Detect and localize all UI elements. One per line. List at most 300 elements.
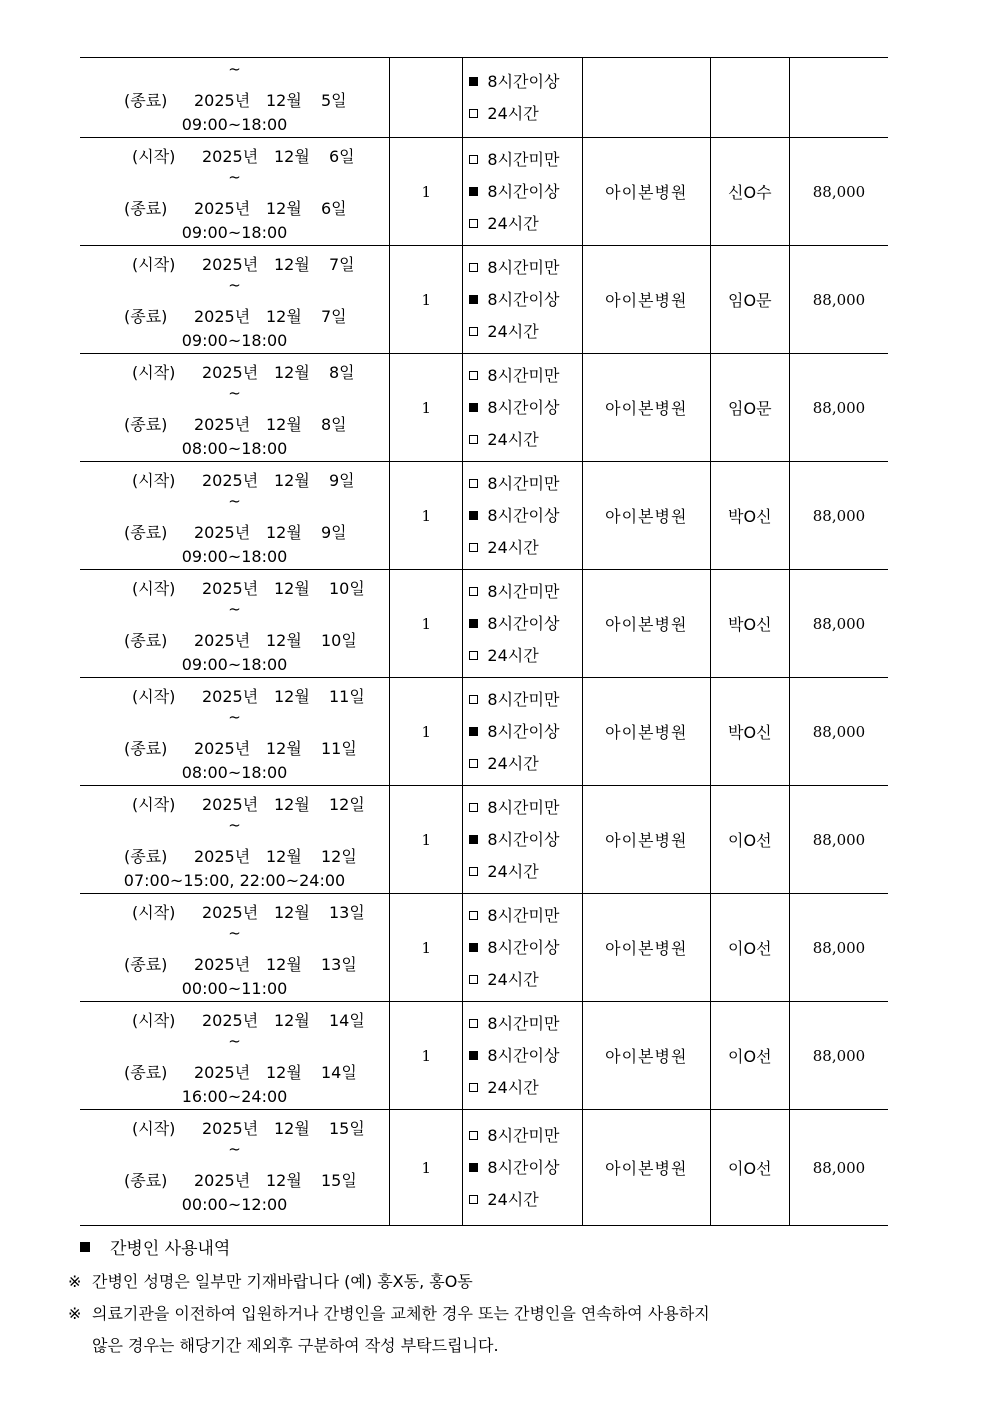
range-tilde: ~ xyxy=(228,708,241,726)
hours-option-label: 24시간 xyxy=(487,321,539,341)
unchecked-box-icon[interactable] xyxy=(469,543,478,552)
table-row xyxy=(80,1110,888,1226)
hours-option[interactable] xyxy=(469,468,582,500)
start-date xyxy=(80,900,389,923)
start-month: 12월 xyxy=(274,1011,310,1030)
hours-option[interactable] xyxy=(469,684,582,716)
institution-cell: 아이본병원 xyxy=(582,138,710,246)
range-tilde: ~ xyxy=(228,1140,241,1158)
hours-option[interactable] xyxy=(469,500,582,532)
caregiver-name-cell: 임O문 xyxy=(710,354,789,462)
amount-cell: 88,000 xyxy=(789,1110,888,1226)
start-day: 13일 xyxy=(329,903,365,922)
end-year: 2025년 xyxy=(194,523,251,542)
end-year: 2025년 xyxy=(194,847,251,866)
end-day: 13일 xyxy=(321,955,357,974)
amount-cell xyxy=(789,58,888,138)
caregiver-name-cell: 이O선 xyxy=(710,786,789,894)
section-title: 간병인 사용내역 xyxy=(110,1239,231,1259)
start-year: 2025년 xyxy=(202,903,259,922)
hours-option-label: 8시간미만 xyxy=(487,581,560,601)
hours-option[interactable] xyxy=(469,1072,582,1104)
checked-box-icon[interactable] xyxy=(469,77,478,86)
period-cell xyxy=(80,1110,390,1226)
hours-option-label: 8시간이상 xyxy=(487,505,560,525)
hours-cell xyxy=(463,58,583,138)
hours-option[interactable] xyxy=(469,748,582,780)
end-year: 2025년 xyxy=(194,199,251,218)
hours-option-label: 8시간미만 xyxy=(487,473,560,493)
end-label: (종료) xyxy=(124,523,168,542)
amount-cell: 88,000 xyxy=(789,786,888,894)
hours-option[interactable] xyxy=(469,424,582,456)
end-year: 2025년 xyxy=(194,955,251,974)
end-month: 12월 xyxy=(266,1171,302,1190)
institution-cell: 아이본병원 xyxy=(582,1002,710,1110)
start-label: (시작) xyxy=(132,795,176,814)
hours-option-label: 8시간이상 xyxy=(487,829,560,849)
unchecked-box-icon[interactable] xyxy=(469,867,478,876)
hours-cell xyxy=(463,1110,583,1226)
time-range: 09:00~18:00 xyxy=(181,223,288,242)
time-range: 09:00~18:00 xyxy=(181,331,288,350)
hours-option[interactable] xyxy=(469,66,582,98)
end-day: 9일 xyxy=(321,523,347,542)
end-date xyxy=(80,1168,389,1191)
table-row xyxy=(80,894,888,1002)
count-cell: 1 xyxy=(390,138,463,246)
hours-cell xyxy=(463,678,583,786)
hours-option[interactable] xyxy=(469,532,582,564)
period-cell xyxy=(80,894,390,1002)
end-label: (종료) xyxy=(124,955,168,974)
hours-option-label: 8시간이상 xyxy=(487,937,560,957)
time-range: 09:00~18:00 xyxy=(181,547,288,566)
start-label: (시작) xyxy=(132,255,176,274)
start-label: (시작) xyxy=(132,363,176,382)
unchecked-box-icon[interactable] xyxy=(469,651,478,660)
note-2-continuation: 않은 경우는 해당기간 제외후 구분하여 작성 부탁드립니다. xyxy=(92,1336,499,1355)
hours-cell xyxy=(463,138,583,246)
checked-box-icon[interactable] xyxy=(469,511,478,520)
start-date xyxy=(80,576,389,599)
end-day: 14일 xyxy=(321,1063,357,1082)
table-row xyxy=(80,678,888,786)
checked-box-icon[interactable] xyxy=(469,187,478,196)
caregiver-name-cell: 이O선 xyxy=(710,1002,789,1110)
end-year: 2025년 xyxy=(194,307,251,326)
unchecked-box-icon[interactable] xyxy=(469,155,478,164)
hours-option-label: 8시간미만 xyxy=(487,257,560,277)
unchecked-box-icon[interactable] xyxy=(469,479,478,488)
end-month: 12월 xyxy=(266,307,302,326)
hours-option[interactable] xyxy=(469,176,582,208)
amount-cell: 88,000 xyxy=(789,246,888,354)
end-day: 10일 xyxy=(321,631,357,650)
institution-cell: 아이본병원 xyxy=(582,246,710,354)
hours-option-label: 24시간 xyxy=(487,103,539,123)
start-label: (시작) xyxy=(132,903,176,922)
caregiver-name-cell: 박O신 xyxy=(710,678,789,786)
unchecked-box-icon[interactable] xyxy=(469,1131,478,1140)
caregiver-usage-table xyxy=(80,57,888,1226)
end-date xyxy=(80,844,389,867)
amount-cell: 88,000 xyxy=(789,570,888,678)
institution-cell: 아이본병원 xyxy=(582,786,710,894)
hours-option-label: 24시간 xyxy=(487,213,539,233)
start-month: 12월 xyxy=(274,795,310,814)
start-day: 15일 xyxy=(329,1119,365,1138)
institution-cell: 아이본병원 xyxy=(582,678,710,786)
hours-option[interactable] xyxy=(469,716,582,748)
hours-cell xyxy=(463,786,583,894)
period-cell xyxy=(80,462,390,570)
range-tilde: ~ xyxy=(228,276,241,294)
start-label: (시작) xyxy=(132,1119,176,1138)
start-day: 8일 xyxy=(329,363,355,382)
end-day: 15일 xyxy=(321,1171,357,1190)
checked-box-icon[interactable] xyxy=(469,403,478,412)
count-cell: 1 xyxy=(390,786,463,894)
start-year: 2025년 xyxy=(202,579,259,598)
amount-cell: 88,000 xyxy=(789,894,888,1002)
table-row xyxy=(80,138,888,246)
amount-cell: 88,000 xyxy=(789,1002,888,1110)
note-text: 의료기관을 이전하여 입원하거나 간병인을 교체한 경우 또는 간병인을 연속하여 사용하지 xyxy=(92,1304,710,1323)
checked-box-icon[interactable] xyxy=(469,1163,478,1172)
hours-option-label: 8시간이상 xyxy=(487,71,560,91)
hours-option-label: 8시간미만 xyxy=(487,797,560,817)
start-date xyxy=(80,252,389,275)
start-year: 2025년 xyxy=(202,795,259,814)
period-cell xyxy=(80,138,390,246)
hours-option[interactable] xyxy=(469,1008,582,1040)
start-label: (시작) xyxy=(132,687,176,706)
end-date xyxy=(80,412,389,435)
range-tilde: ~ xyxy=(228,600,241,618)
time-range: 00:00~11:00 xyxy=(181,979,288,998)
checked-box-icon[interactable] xyxy=(469,943,478,952)
end-year: 2025년 xyxy=(194,1063,251,1082)
end-year: 2025년 xyxy=(194,1171,251,1190)
period-cell xyxy=(80,58,390,138)
hours-option[interactable] xyxy=(469,360,582,392)
end-date xyxy=(80,304,389,327)
hours-cell xyxy=(463,246,583,354)
end-year: 2025년 xyxy=(194,631,251,650)
hours-option-label: 8시간미만 xyxy=(487,905,560,925)
time-range: 07:00~15:00, 22:00~24:00 xyxy=(123,871,346,890)
end-day: 12일 xyxy=(321,847,357,866)
range-tilde: ~ xyxy=(228,924,241,942)
start-month: 12월 xyxy=(274,363,310,382)
end-month: 12월 xyxy=(266,415,302,434)
hours-option[interactable] xyxy=(469,144,582,176)
start-year: 2025년 xyxy=(202,1011,259,1030)
hours-option-label: 8시간이상 xyxy=(487,181,560,201)
hours-option[interactable] xyxy=(469,824,582,856)
amount-cell: 88,000 xyxy=(789,462,888,570)
institution-cell: 아이본병원 xyxy=(582,894,710,1002)
period-cell xyxy=(80,678,390,786)
caregiver-name-cell: 박O신 xyxy=(710,462,789,570)
caregiver-name-cell xyxy=(710,58,789,138)
unchecked-box-icon[interactable] xyxy=(469,911,478,920)
hours-cell xyxy=(463,1002,583,1110)
start-year: 2025년 xyxy=(202,687,259,706)
start-day: 6일 xyxy=(329,147,355,166)
hours-option[interactable] xyxy=(469,252,582,284)
unchecked-box-icon[interactable] xyxy=(469,219,478,228)
unchecked-box-icon[interactable] xyxy=(469,587,478,596)
note-1 xyxy=(68,1269,473,1292)
hours-option-label: 8시간미만 xyxy=(487,365,560,385)
hours-option-label: 8시간이상 xyxy=(487,1157,560,1177)
end-month: 12월 xyxy=(266,1063,302,1082)
hours-option[interactable] xyxy=(469,576,582,608)
hours-option-label: 24시간 xyxy=(487,537,539,557)
hours-option[interactable] xyxy=(469,316,582,348)
unchecked-box-icon[interactable] xyxy=(469,803,478,812)
table-row xyxy=(80,246,888,354)
hours-option[interactable] xyxy=(469,932,582,964)
hours-option[interactable] xyxy=(469,608,582,640)
checked-box-icon[interactable] xyxy=(469,1051,478,1060)
hours-option-label: 8시간이상 xyxy=(487,1045,560,1065)
unchecked-box-icon[interactable] xyxy=(469,263,478,272)
start-day: 7일 xyxy=(329,255,355,274)
start-year: 2025년 xyxy=(202,1119,259,1138)
hours-option[interactable] xyxy=(469,98,582,130)
amount-cell: 88,000 xyxy=(789,354,888,462)
period-cell xyxy=(80,1002,390,1110)
end-label: (종료) xyxy=(124,415,168,434)
end-date xyxy=(80,628,389,651)
hours-option-label: 24시간 xyxy=(487,429,539,449)
start-day: 12일 xyxy=(329,795,365,814)
end-label: (종료) xyxy=(124,1063,168,1082)
hours-option-label: 8시간미만 xyxy=(487,1013,560,1033)
unchecked-box-icon[interactable] xyxy=(469,109,478,118)
period-cell xyxy=(80,354,390,462)
reference-mark-icon: ※ xyxy=(68,1304,82,1323)
hours-option[interactable] xyxy=(469,1120,582,1152)
unchecked-box-icon[interactable] xyxy=(469,1195,478,1204)
hours-option-label: 8시간이상 xyxy=(487,613,560,633)
hours-option-label: 8시간이상 xyxy=(487,289,560,309)
hours-cell xyxy=(463,570,583,678)
hours-option-label: 8시간미만 xyxy=(487,149,560,169)
start-date xyxy=(80,1116,389,1139)
time-range: 00:00~12:00 xyxy=(181,1195,288,1214)
amount-cell: 88,000 xyxy=(789,138,888,246)
hours-option-label: 24시간 xyxy=(487,1077,539,1097)
hours-option-label: 8시간이상 xyxy=(487,721,560,741)
count-cell: 1 xyxy=(390,894,463,1002)
start-year: 2025년 xyxy=(202,471,259,490)
end-day: 5일 xyxy=(321,91,347,110)
reference-mark-icon: ※ xyxy=(68,1272,82,1291)
start-date xyxy=(80,144,389,167)
hours-option-label: 8시간미만 xyxy=(487,689,560,709)
time-range: 09:00~18:00 xyxy=(181,115,288,134)
range-tilde: ~ xyxy=(228,168,241,186)
checked-box-icon[interactable] xyxy=(469,295,478,304)
period-cell xyxy=(80,786,390,894)
end-day: 6일 xyxy=(321,199,347,218)
start-year: 2025년 xyxy=(202,147,259,166)
count-cell xyxy=(390,58,463,138)
table-row xyxy=(80,462,888,570)
hours-option-label: 24시간 xyxy=(487,753,539,773)
start-month: 12월 xyxy=(274,255,310,274)
start-label: (시작) xyxy=(132,471,176,490)
caregiver-name-cell: 이O선 xyxy=(710,894,789,1002)
end-label: (종료) xyxy=(124,1171,168,1190)
start-date xyxy=(80,360,389,383)
unchecked-box-icon[interactable] xyxy=(469,1083,478,1092)
hours-option[interactable] xyxy=(469,964,582,996)
end-month: 12월 xyxy=(266,955,302,974)
caregiver-name-cell: 신O수 xyxy=(710,138,789,246)
start-date xyxy=(80,1008,389,1031)
period-cell xyxy=(80,570,390,678)
end-date xyxy=(80,1060,389,1083)
hours-option[interactable] xyxy=(469,284,582,316)
start-year: 2025년 xyxy=(202,255,259,274)
hours-option[interactable] xyxy=(469,640,582,672)
end-day: 11일 xyxy=(321,739,357,758)
end-label: (종료) xyxy=(124,91,168,110)
end-label: (종료) xyxy=(124,631,168,650)
start-day: 9일 xyxy=(329,471,355,490)
end-label: (종료) xyxy=(124,199,168,218)
unchecked-box-icon[interactable] xyxy=(469,371,478,380)
hours-option-label: 8시간미만 xyxy=(487,1125,560,1145)
start-date xyxy=(80,792,389,815)
table-row xyxy=(80,570,888,678)
end-label: (종료) xyxy=(124,307,168,326)
period-cell xyxy=(80,246,390,354)
end-month: 12월 xyxy=(266,199,302,218)
institution-cell xyxy=(582,58,710,138)
time-range: 08:00~18:00 xyxy=(181,439,288,458)
count-cell: 1 xyxy=(390,462,463,570)
table-body xyxy=(80,58,888,1226)
start-month: 12월 xyxy=(274,579,310,598)
time-range: 08:00~18:00 xyxy=(181,763,288,782)
start-date xyxy=(80,468,389,491)
table-row xyxy=(80,1002,888,1110)
hours-option-label: 24시간 xyxy=(487,969,539,989)
checked-box-icon[interactable] xyxy=(469,727,478,736)
hours-option[interactable] xyxy=(469,392,582,424)
start-day: 14일 xyxy=(329,1011,365,1030)
count-cell: 1 xyxy=(390,570,463,678)
section-heading xyxy=(80,1234,230,1259)
amount-cell: 88,000 xyxy=(789,678,888,786)
hours-cell xyxy=(463,462,583,570)
end-day: 7일 xyxy=(321,307,347,326)
black-square-icon xyxy=(80,1242,90,1252)
start-day: 10일 xyxy=(329,579,365,598)
range-tilde: ~ xyxy=(228,60,241,78)
end-year: 2025년 xyxy=(194,415,251,434)
end-label: (종료) xyxy=(124,847,168,866)
start-month: 12월 xyxy=(274,903,310,922)
start-month: 12월 xyxy=(274,147,310,166)
unchecked-box-icon[interactable] xyxy=(469,1019,478,1028)
table-row xyxy=(80,786,888,894)
hours-option[interactable] xyxy=(469,208,582,240)
end-date xyxy=(80,952,389,975)
unchecked-box-icon[interactable] xyxy=(469,975,478,984)
end-date xyxy=(80,88,389,111)
hours-option[interactable] xyxy=(469,856,582,888)
hours-cell xyxy=(463,354,583,462)
unchecked-box-icon[interactable] xyxy=(469,435,478,444)
table-row xyxy=(80,354,888,462)
end-month: 12월 xyxy=(266,631,302,650)
institution-cell: 아이본병원 xyxy=(582,570,710,678)
unchecked-box-icon[interactable] xyxy=(469,327,478,336)
count-cell: 1 xyxy=(390,354,463,462)
range-tilde: ~ xyxy=(228,492,241,510)
time-range: 09:00~18:00 xyxy=(181,655,288,674)
hours-option[interactable] xyxy=(469,1184,582,1216)
end-year: 2025년 xyxy=(194,739,251,758)
time-range: 16:00~24:00 xyxy=(181,1087,288,1106)
table-row xyxy=(80,58,888,138)
end-month: 12월 xyxy=(266,847,302,866)
count-cell: 1 xyxy=(390,678,463,786)
start-label: (시작) xyxy=(132,147,176,166)
institution-cell: 아이본병원 xyxy=(582,1110,710,1226)
end-month: 12월 xyxy=(266,91,302,110)
caregiver-name-cell: 박O신 xyxy=(710,570,789,678)
count-cell: 1 xyxy=(390,246,463,354)
hours-option[interactable] xyxy=(469,792,582,824)
end-date xyxy=(80,736,389,759)
start-label: (시작) xyxy=(132,579,176,598)
start-day: 11일 xyxy=(329,687,365,706)
end-date xyxy=(80,520,389,543)
hours-option[interactable] xyxy=(469,1040,582,1072)
caregiver-name-cell: 이O선 xyxy=(710,1110,789,1226)
end-month: 12월 xyxy=(266,523,302,542)
hours-option-label: 24시간 xyxy=(487,861,539,881)
start-label: (시작) xyxy=(132,1011,176,1030)
unchecked-box-icon[interactable] xyxy=(469,759,478,768)
hours-option[interactable] xyxy=(469,900,582,932)
count-cell: 1 xyxy=(390,1002,463,1110)
caregiver-name-cell: 임O문 xyxy=(710,246,789,354)
hours-option-label: 24시간 xyxy=(487,1189,539,1209)
institution-cell: 아이본병원 xyxy=(582,354,710,462)
start-date xyxy=(80,684,389,707)
checked-box-icon[interactable] xyxy=(469,835,478,844)
hours-option-label: 8시간이상 xyxy=(487,397,560,417)
checked-box-icon[interactable] xyxy=(469,619,478,628)
unchecked-box-icon[interactable] xyxy=(469,695,478,704)
institution-cell: 아이본병원 xyxy=(582,462,710,570)
hours-cell xyxy=(463,894,583,1002)
hours-option-label: 24시간 xyxy=(487,645,539,665)
end-month: 12월 xyxy=(266,739,302,758)
end-date xyxy=(80,196,389,219)
hours-option[interactable] xyxy=(469,1152,582,1184)
end-label: (종료) xyxy=(124,739,168,758)
